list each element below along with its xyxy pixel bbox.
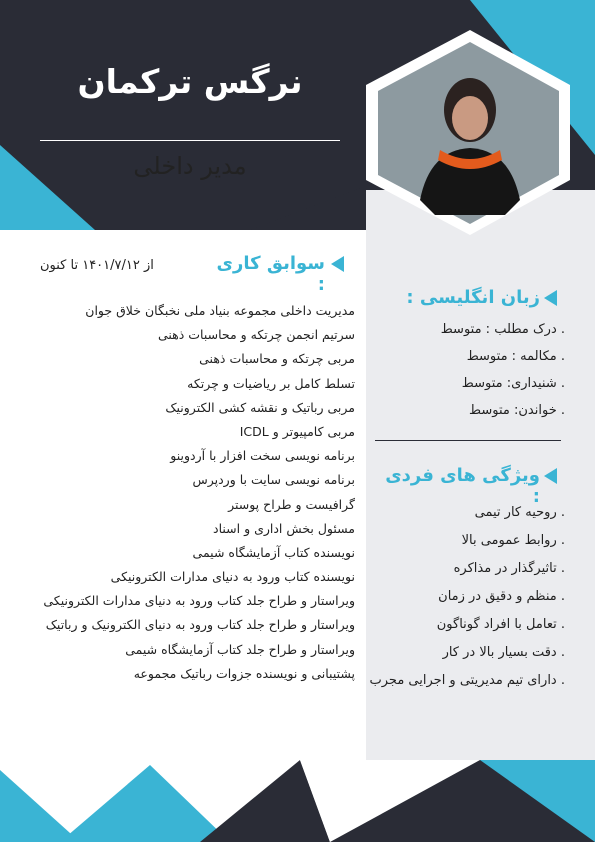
person-name: نرگس ترکمان xyxy=(77,62,303,101)
traits-bullet-icon xyxy=(544,468,557,484)
list-item: نویسنده کتاب آزمایشگاه شیمی xyxy=(192,544,355,560)
list-item: . منظم و دقیق در زمان xyxy=(438,589,565,604)
list-item: . روحیه کار تیمی xyxy=(474,505,565,520)
job-title: مدیر داخلی xyxy=(133,152,247,180)
list-item: برنامه نویسی سایت با وردپرس xyxy=(192,472,355,488)
list-item: . خواندن: متوسط xyxy=(469,403,565,418)
list-item: مدیریت داخلی مجموعه بنیاد ملی نخبگان خلاق جوان xyxy=(85,303,355,318)
list-item: . روابط عمومی بالا xyxy=(461,533,565,548)
experience-date: از ۱۴۰۱/۷/۱۲ تا کنون xyxy=(40,258,154,273)
languages-bullet-icon xyxy=(544,290,557,306)
list-item: گرافیست و طراح پوستر xyxy=(228,496,355,512)
list-item: . تعامل با افراد گوناگون xyxy=(436,617,565,632)
languages-heading: زبان انگلیسی : xyxy=(406,287,540,308)
list-item: ویراستار و طراح جلد کتاب ورود به دنیای مدارات الکترونیکی xyxy=(43,593,355,609)
list-item: . دقت بسیار بالا در کار xyxy=(442,645,565,660)
list-item: سرتیم انجمن چرتکه و محاسبات ذهنی xyxy=(157,327,355,343)
list-item: ویراستار و طراح جلد کتاب آزمایشگاه شیمی xyxy=(125,641,355,657)
traits-heading: ویژگی های فردی : xyxy=(385,465,540,507)
list-item: مربی کامپیوتر و ICDL xyxy=(239,423,355,439)
experience-list xyxy=(35,299,355,686)
name-divider xyxy=(40,140,340,141)
list-item: . تاثیرگذار در مذاکره xyxy=(453,561,565,576)
list-item: ویراستار و طراح جلد کتاب ورود به دنیای الکترونیک و رباتیک xyxy=(45,617,355,633)
bottom-mid-accent xyxy=(60,765,230,842)
list-item: مربی رباتیک و نقشه کشی الکترونیک xyxy=(165,399,355,415)
experience-heading: سوابق کاری : xyxy=(216,253,325,295)
list-item: پشتیبانی و نویسنده جزوات رباتیک مجموعه xyxy=(133,665,355,681)
list-item: . مکالمه : متوسط xyxy=(466,349,565,364)
list-item: برنامه نویسی سخت افزار با آردوینو xyxy=(170,448,355,464)
list-item: مسئول بخش اداری و اسناد xyxy=(213,520,355,536)
list-item: . شنیداری: متوسط xyxy=(461,376,565,391)
list-item: مربی چرتکه و محاسبات ذهنی xyxy=(199,351,355,367)
experience-bullet-icon xyxy=(331,256,344,272)
traits-list xyxy=(365,499,565,695)
list-item: تسلط کامل بر ریاضیات و چرتکه xyxy=(187,375,355,391)
list-item: نویسنده کتاب ورود به دنیای مدارات الکترونیکی xyxy=(110,569,355,585)
bottom-left-accent xyxy=(0,770,80,842)
list-item: . درک مطلب : متوسط xyxy=(440,322,565,337)
sidebar-divider xyxy=(375,440,561,441)
list-item: . دارای تیم مدیریتی و اجرایی مجرب xyxy=(369,673,565,688)
languages-list xyxy=(385,316,565,424)
